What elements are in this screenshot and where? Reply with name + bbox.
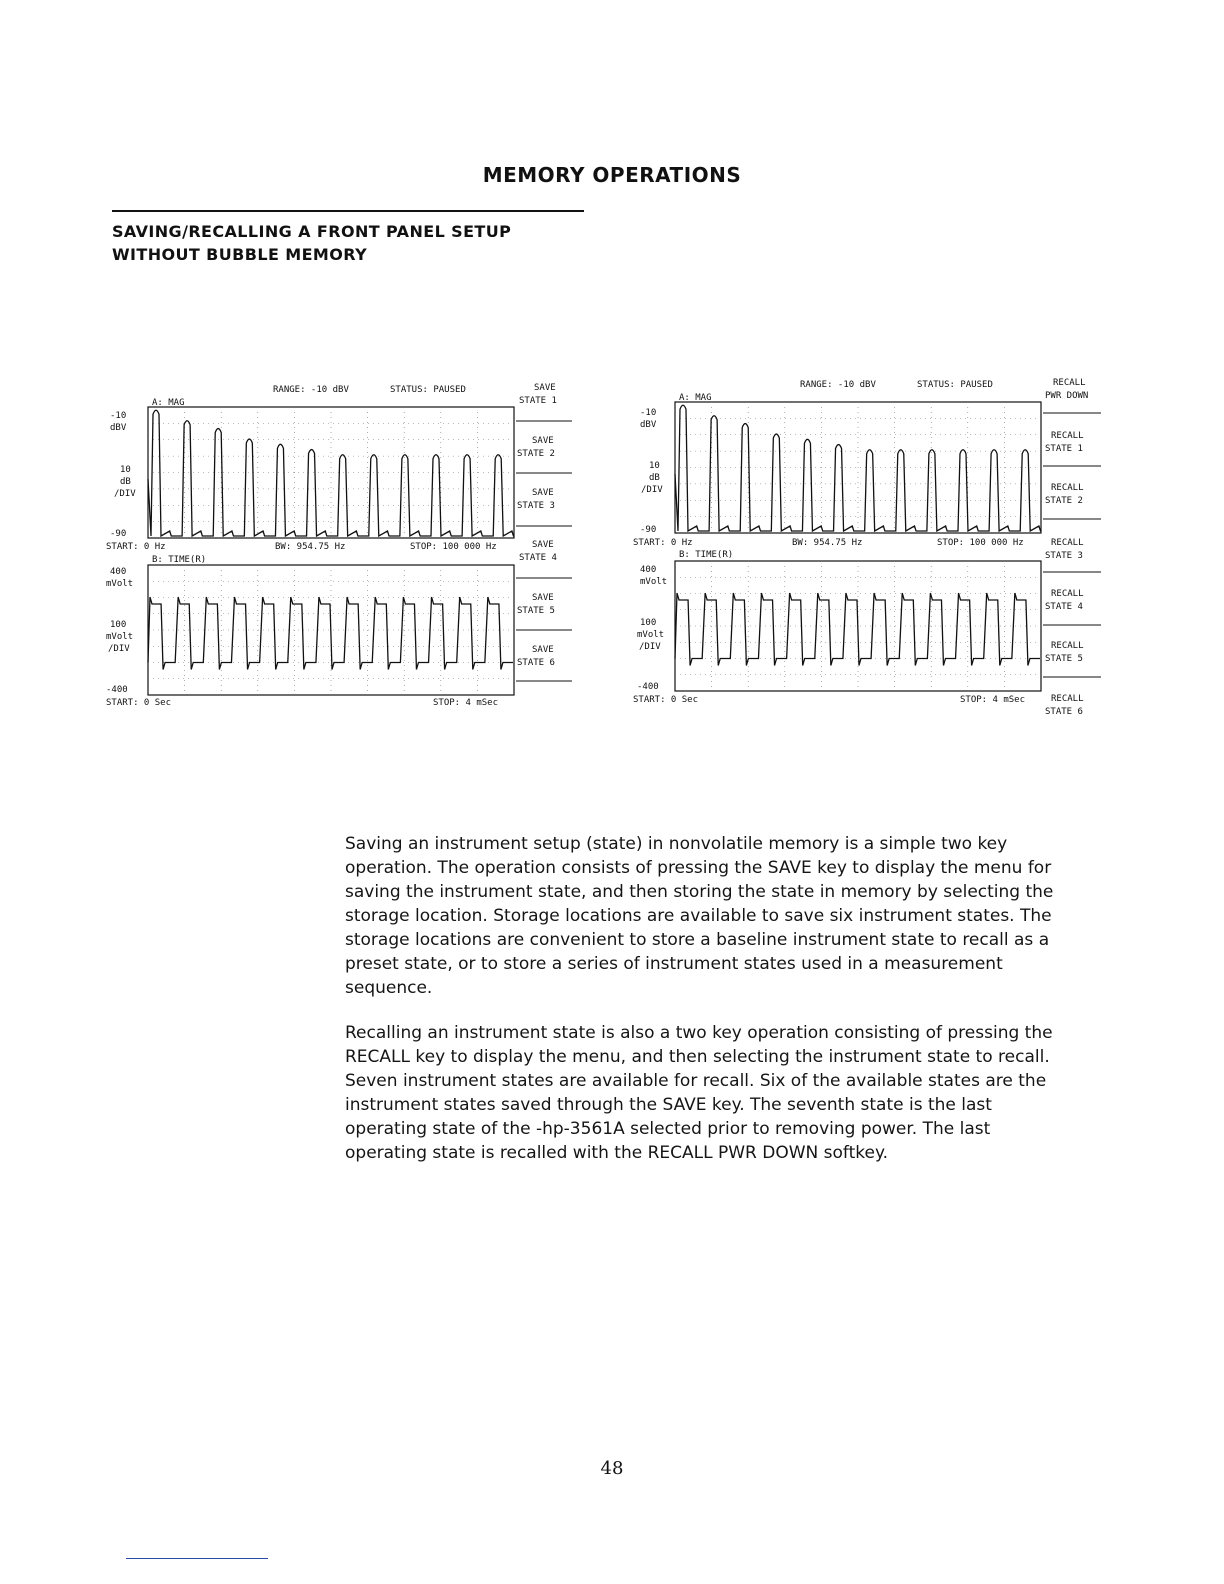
trace-a-scale: 10 <box>649 461 660 471</box>
softkey-label-line-1: SAVE <box>532 540 554 550</box>
trace-b-start: START: 0 Sec <box>633 695 699 705</box>
status-readout: STATUS: PAUSED <box>917 380 993 390</box>
softkey-label-line-2: STATE 2 <box>517 449 555 459</box>
trace-a-stop: STOP: 100 000 Hz <box>410 542 497 552</box>
softkey-label-line-2: STATE 5 <box>517 606 555 616</box>
trace-b-label: B: TIME(R) <box>152 555 207 565</box>
paragraph-line: Recalling an instrument state is also a two key operation consisting of pressing the <box>345 1023 1053 1043</box>
softkey-label-line-2: STATE 2 <box>1045 496 1083 506</box>
softkey-recall-pwr-down[interactable] <box>1045 378 1088 401</box>
softkey-save-state-3[interactable] <box>517 488 555 511</box>
time-trace <box>148 597 513 670</box>
softkey-label-line-2: STATE 6 <box>1045 707 1083 717</box>
softkey-label-line-1: RECALL <box>1051 483 1084 493</box>
paragraph-line: Saving an instrument setup (state) in nonvolatile memory is a simple two key <box>345 834 1008 854</box>
softkey-recall-state-5[interactable] <box>1045 641 1084 664</box>
paragraph-line: operating state of the -hp-3561A selected prior to removing power. The last <box>345 1119 991 1139</box>
header <box>679 380 993 403</box>
spectrum-grid <box>675 402 1041 533</box>
section-heading <box>112 220 511 266</box>
trace-a-label: A: MAG <box>679 393 712 403</box>
analyzer-display-save <box>100 365 580 730</box>
softkey-label-line-2: STATE 4 <box>519 553 557 563</box>
softkey-label-line-2: STATE 6 <box>517 658 555 668</box>
trace-a-axis <box>106 411 497 565</box>
softkey-save-state-6[interactable] <box>517 645 555 668</box>
trace-a-top: -10 <box>640 408 657 418</box>
trace-a-stop: STOP: 100 000 Hz <box>937 538 1024 548</box>
time-trace <box>675 593 1040 666</box>
paragraph-line: sequence. <box>345 978 433 998</box>
softkey-menu <box>1043 378 1101 717</box>
section-heading-line-2: WITHOUT BUBBLE MEMORY <box>112 245 368 264</box>
trace-b-top-unit: mVolt <box>106 579 134 589</box>
softkey-recall-state-6[interactable] <box>1045 694 1084 717</box>
trace-a-top-unit: dBV <box>640 420 657 430</box>
trace-b-scale-unit: mVolt <box>637 630 665 640</box>
trace-b-top-unit: mVolt <box>640 577 668 587</box>
paragraph-line: storage locations are convenient to store a baseline instrument state to recall as a <box>345 930 1050 950</box>
trace-b-stop: STOP: 4 mSec <box>960 695 1026 705</box>
trace-a-scale-unit: dB <box>649 473 660 483</box>
paragraph-line: operating state is recalled with the RECALL PWR DOWN softkey. <box>345 1143 889 1163</box>
section-heading-line-1: SAVING/RECALLING A FRONT PANEL SETUP <box>112 222 512 241</box>
paragraph-line: Seven instrument states are available for recall. Six of the available states are the <box>345 1071 1047 1091</box>
spectrum-plot <box>148 407 514 538</box>
spectrum-grid <box>148 407 514 538</box>
softkey-label-line-1: SAVE <box>532 488 554 498</box>
trace-b-axis <box>106 567 498 708</box>
time-plot <box>675 561 1041 691</box>
softkey-recall-state-1[interactable] <box>1045 431 1084 454</box>
trace-b-stop: STOP: 4 mSec <box>433 698 499 708</box>
status-readout: STATUS: PAUSED <box>390 385 466 395</box>
footnote-rule <box>126 1558 268 1559</box>
softkey-save-state-4[interactable] <box>519 540 557 563</box>
page-number: 48 <box>600 1458 624 1479</box>
trace-b-bottom: -400 <box>637 682 659 692</box>
softkey-label-line-1: SAVE <box>532 436 554 446</box>
save-menu-screen <box>100 365 580 730</box>
trace-b-top: 400 <box>640 565 657 575</box>
softkey-label-line-1: RECALL <box>1051 589 1084 599</box>
softkey-recall-state-4[interactable] <box>1045 589 1084 612</box>
trace-a-label: A: MAG <box>152 398 185 408</box>
trace-b-scale: 100 <box>640 618 657 628</box>
softkey-save-state-2[interactable] <box>517 436 555 459</box>
trace-a-scale-unit: dB <box>120 477 131 487</box>
paragraph-line: operation. The operation consists of pressing the SAVE key to display the menu for <box>345 858 1052 878</box>
section-rule <box>112 210 584 212</box>
softkey-label-line-1: RECALL <box>1051 694 1084 704</box>
spectrum-plot <box>675 402 1041 533</box>
softkey-label-line-1: RECALL <box>1053 378 1086 388</box>
softkey-label-line-1: RECALL <box>1051 431 1084 441</box>
paragraph-line: storage location. Storage locations are available to save six instrument states. The <box>345 906 1052 926</box>
range-readout: RANGE: -10 dBV <box>800 380 876 390</box>
range-readout: RANGE: -10 dBV <box>273 385 349 395</box>
trace-a-bandwidth: BW: 954.75 Hz <box>275 542 346 552</box>
softkey-label-line-2: STATE 1 <box>1045 444 1083 454</box>
softkey-label-line-2: STATE 3 <box>1045 551 1083 561</box>
softkey-label-line-1: RECALL <box>1051 641 1084 651</box>
trace-b-scale-unit: mVolt <box>106 632 134 642</box>
trace-a-scale-per: /DIV <box>641 485 663 495</box>
softkey-label-line-2: STATE 5 <box>1045 654 1083 664</box>
trace-a-bottom: -90 <box>640 525 657 535</box>
trace-a-top-unit: dBV <box>110 423 127 433</box>
trace-b-start: START: 0 Sec <box>106 698 172 708</box>
analyzer-display-recall <box>627 365 1107 730</box>
paragraph-line: RECALL key to display the menu, and then selecting the instrument state to recall. <box>345 1047 1050 1067</box>
softkey-menu <box>516 383 572 681</box>
paragraph-recalling <box>345 1021 1105 1165</box>
softkey-label-line-2: STATE 4 <box>1045 602 1083 612</box>
trace-b-bottom: -400 <box>106 685 128 695</box>
softkey-label-line-1: SAVE <box>534 383 556 393</box>
trace-a-bottom: -90 <box>110 529 127 539</box>
softkey-label-line-1: RECALL <box>1051 538 1084 548</box>
softkey-save-state-1[interactable] <box>519 383 557 406</box>
trace-a-top: -10 <box>110 411 127 421</box>
trace-b-scale-per: /DIV <box>639 642 661 652</box>
trace-b-scale: 100 <box>110 620 127 630</box>
header <box>152 385 466 408</box>
page-title: MEMORY OPERATIONS <box>482 163 742 187</box>
time-plot <box>148 565 514 695</box>
paragraph-saving <box>345 832 1105 1000</box>
softkey-label-line-2: STATE 3 <box>517 501 555 511</box>
trace-a-start: START: 0 Hz <box>633 538 693 548</box>
recall-menu-screen <box>627 365 1107 730</box>
softkey-recall-state-3[interactable] <box>1045 538 1084 561</box>
softkey-label-line-1: SAVE <box>532 645 554 655</box>
trace-a-bandwidth: BW: 954.75 Hz <box>792 538 863 548</box>
paragraph-line: preset state, or to store a series of instrument states used in a measurement <box>345 954 1003 974</box>
softkey-label-line-1: SAVE <box>532 593 554 603</box>
trace-a-scale-per: /DIV <box>114 489 136 499</box>
trace-b-top: 400 <box>110 567 127 577</box>
softkey-recall-state-2[interactable] <box>1045 483 1084 506</box>
trace-a-scale: 10 <box>120 465 131 475</box>
softkey-save-state-5[interactable] <box>517 593 555 616</box>
softkey-label-line-2: PWR DOWN <box>1045 391 1089 401</box>
trace-a-start: START: 0 Hz <box>106 542 166 552</box>
paragraph-line: instrument states saved through the SAVE key. The seventh state is the last <box>345 1095 992 1115</box>
paragraph-line: saving the instrument state, and then storing the state in memory by selecting the <box>345 882 1054 902</box>
trace-b-label: B: TIME(R) <box>679 550 734 560</box>
softkey-label-line-2: STATE 1 <box>519 396 557 406</box>
trace-b-axis <box>633 565 1025 705</box>
trace-b-scale-per: /DIV <box>108 644 130 654</box>
